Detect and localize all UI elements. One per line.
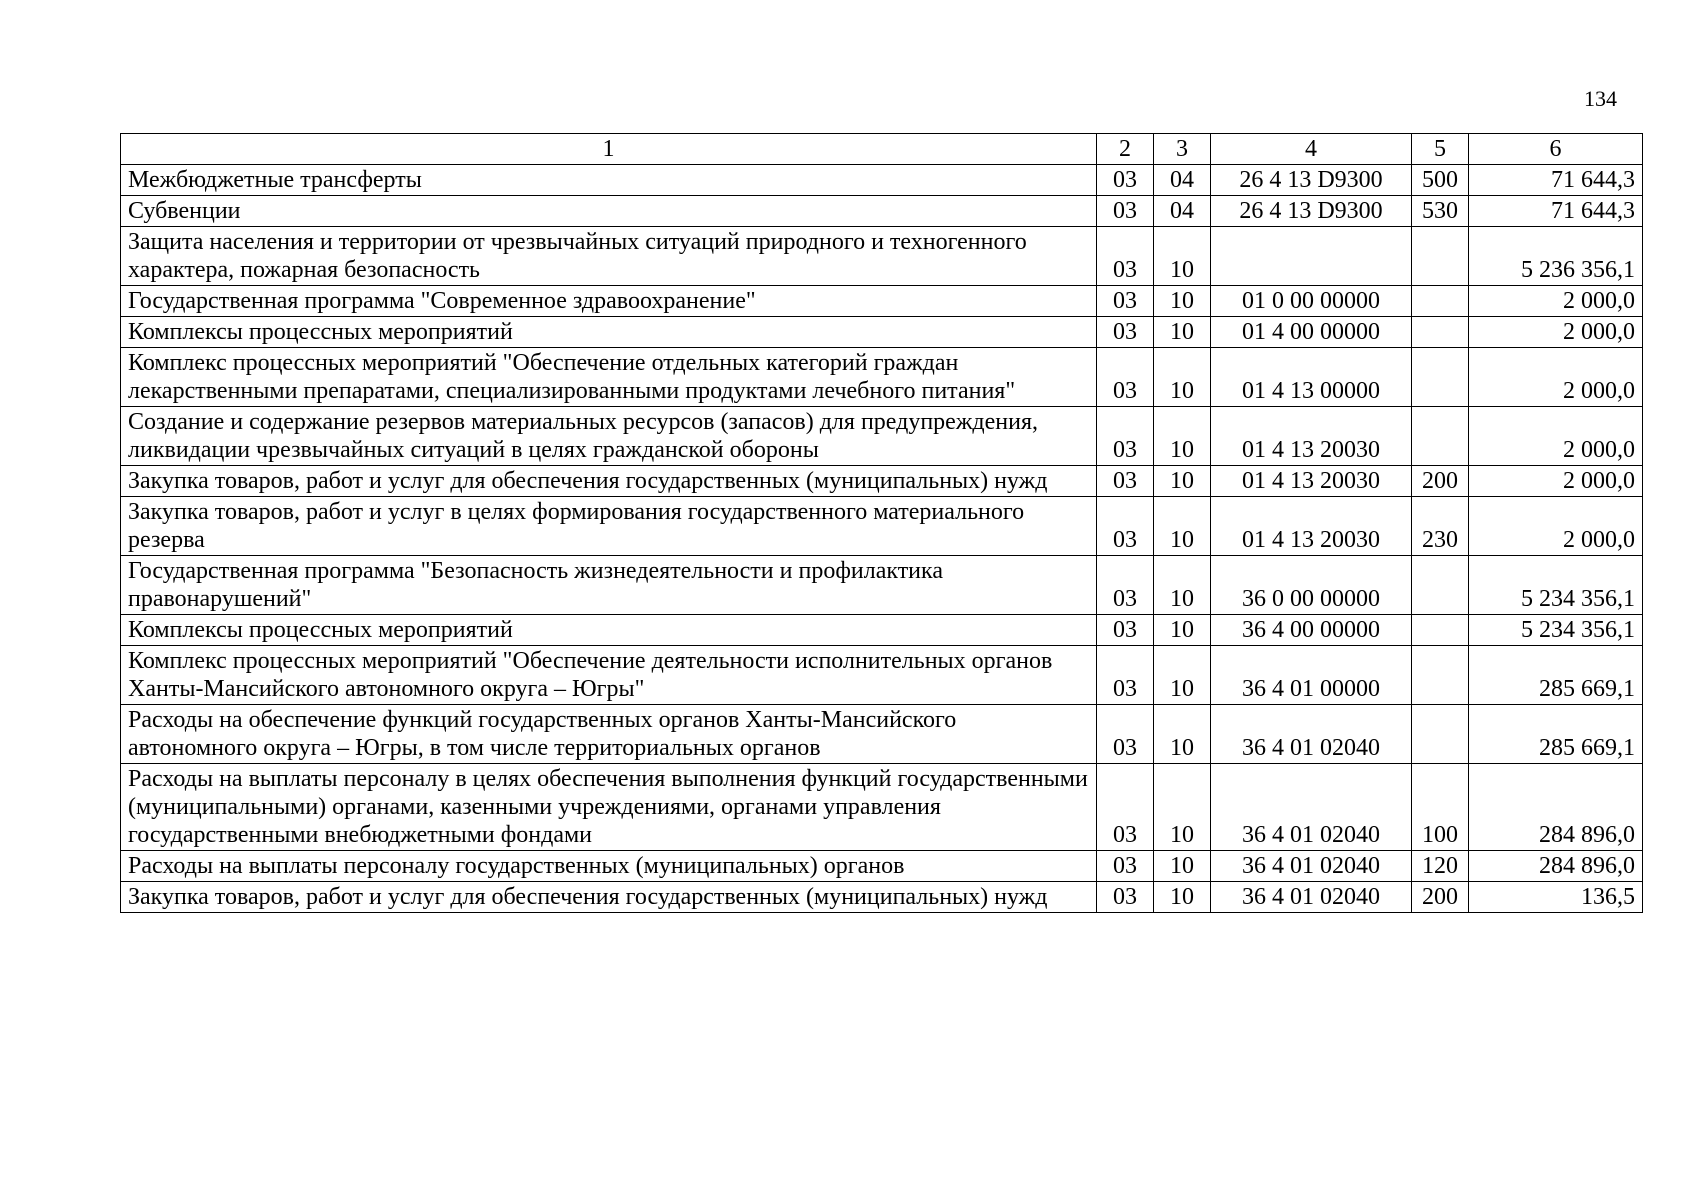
row-subsection-cell: 10 (1154, 882, 1211, 913)
row-subsection-cell: 10 (1154, 286, 1211, 317)
row-section-cell: 03 (1097, 317, 1154, 348)
table-row (121, 764, 1643, 851)
row-expense-type-cell (1412, 556, 1469, 615)
row-name-cell: Закупка товаров, работ и услуг в целях формирования государственного материального резерва (121, 497, 1097, 556)
row-name-cell: Комплекс процессных мероприятий "Обеспечение деятельности исполнительных органов Ханты-Мансийского автономного округа – Югры" (121, 646, 1097, 705)
row-subsection-cell: 10 (1154, 556, 1211, 615)
table-row (121, 615, 1643, 646)
table-row (121, 556, 1643, 615)
row-target-article-cell: 36 4 00 00000 (1211, 615, 1412, 646)
row-name-cell: Закупка товаров, работ и услуг для обеспечения государственных (муниципальных) нужд (121, 882, 1097, 913)
row-section-cell: 03 (1097, 764, 1154, 851)
row-expense-type-cell (1412, 348, 1469, 407)
row-target-article-cell: 01 4 13 20030 (1211, 407, 1412, 466)
row-section-cell: 03 (1097, 646, 1154, 705)
row-target-article-cell: 36 4 01 00000 (1211, 646, 1412, 705)
table-body (121, 165, 1643, 913)
header-cell-5: 5 (1412, 134, 1469, 165)
row-amount-cell: 5 234 356,1 (1469, 615, 1643, 646)
row-name-cell: Комплексы процессных мероприятий (121, 615, 1097, 646)
table-row (121, 196, 1643, 227)
row-target-article-cell (1211, 227, 1412, 286)
header-row (121, 134, 1643, 165)
row-amount-cell: 5 234 356,1 (1469, 556, 1643, 615)
row-amount-cell: 2 000,0 (1469, 348, 1643, 407)
row-subsection-cell: 04 (1154, 196, 1211, 227)
table-row (121, 348, 1643, 407)
row-section-cell: 03 (1097, 196, 1154, 227)
row-section-cell: 03 (1097, 165, 1154, 196)
row-target-article-cell: 01 0 00 00000 (1211, 286, 1412, 317)
row-amount-cell: 284 896,0 (1469, 764, 1643, 851)
row-expense-type-cell: 120 (1412, 851, 1469, 882)
budget-table (120, 133, 1643, 913)
row-expense-type-cell: 530 (1412, 196, 1469, 227)
row-subsection-cell: 10 (1154, 646, 1211, 705)
row-expense-type-cell (1412, 317, 1469, 348)
row-subsection-cell: 10 (1154, 227, 1211, 286)
row-section-cell: 03 (1097, 851, 1154, 882)
row-section-cell: 03 (1097, 227, 1154, 286)
row-target-article-cell: 36 0 00 00000 (1211, 556, 1412, 615)
row-target-article-cell: 01 4 00 00000 (1211, 317, 1412, 348)
row-subsection-cell: 10 (1154, 615, 1211, 646)
row-name-cell: Закупка товаров, работ и услуг для обеспечения государственных (муниципальных) нужд (121, 466, 1097, 497)
row-amount-cell: 2 000,0 (1469, 317, 1643, 348)
header-cell-4: 4 (1211, 134, 1412, 165)
row-subsection-cell: 10 (1154, 764, 1211, 851)
row-target-article-cell: 01 4 13 20030 (1211, 466, 1412, 497)
table-row (121, 851, 1643, 882)
row-expense-type-cell: 500 (1412, 165, 1469, 196)
row-section-cell: 03 (1097, 882, 1154, 913)
header-cell-2: 2 (1097, 134, 1154, 165)
row-name-cell: Расходы на обеспечение функций государственных органов Ханты-Мансийского автономного округа – Югры, в том числе территориальных органов (121, 705, 1097, 764)
table-row (121, 882, 1643, 913)
row-amount-cell: 285 669,1 (1469, 646, 1643, 705)
header-cell-1: 1 (121, 134, 1097, 165)
row-expense-type-cell (1412, 407, 1469, 466)
table-row (121, 466, 1643, 497)
table-row (121, 497, 1643, 556)
row-amount-cell: 2 000,0 (1469, 466, 1643, 497)
table-row (121, 705, 1643, 764)
row-section-cell: 03 (1097, 466, 1154, 497)
row-expense-type-cell: 200 (1412, 466, 1469, 497)
row-section-cell: 03 (1097, 556, 1154, 615)
row-subsection-cell: 10 (1154, 497, 1211, 556)
row-amount-cell: 5 236 356,1 (1469, 227, 1643, 286)
table-row (121, 165, 1643, 196)
row-expense-type-cell: 230 (1412, 497, 1469, 556)
row-name-cell: Комплекс процессных мероприятий "Обеспечение отдельных категорий граждан лекарственными препаратами, специализированными продуктами лечебного питания" (121, 348, 1097, 407)
row-subsection-cell: 04 (1154, 165, 1211, 196)
row-target-article-cell: 36 4 01 02040 (1211, 705, 1412, 764)
page-number: 134 (1584, 86, 1617, 111)
row-subsection-cell: 10 (1154, 348, 1211, 407)
row-section-cell: 03 (1097, 407, 1154, 466)
row-name-cell: Государственная программа "Современное здравоохранение" (121, 286, 1097, 317)
table-row (121, 227, 1643, 286)
row-amount-cell: 2 000,0 (1469, 497, 1643, 556)
header-cell-6: 6 (1469, 134, 1643, 165)
header-cell-3: 3 (1154, 134, 1211, 165)
row-target-article-cell: 26 4 13 D9300 (1211, 165, 1412, 196)
row-target-article-cell: 36 4 01 02040 (1211, 764, 1412, 851)
row-name-cell: Государственная программа "Безопасность жизнедеятельности и профилактика правонарушений" (121, 556, 1097, 615)
row-name-cell: Расходы на выплаты персоналу в целях обеспечения выполнения функций государственными (муниципальными) органами, казенными учреждениями, органами управления государственными внебюджетными фондами (121, 764, 1097, 851)
row-section-cell: 03 (1097, 286, 1154, 317)
row-expense-type-cell (1412, 615, 1469, 646)
row-amount-cell: 284 896,0 (1469, 851, 1643, 882)
row-amount-cell: 285 669,1 (1469, 705, 1643, 764)
row-amount-cell: 2 000,0 (1469, 407, 1643, 466)
row-name-cell: Субвенции (121, 196, 1097, 227)
row-name-cell: Защита населения и территории от чрезвычайных ситуаций природного и техногенного характера, пожарная безопасность (121, 227, 1097, 286)
table-row (121, 646, 1643, 705)
row-amount-cell: 2 000,0 (1469, 286, 1643, 317)
row-expense-type-cell (1412, 646, 1469, 705)
row-section-cell: 03 (1097, 705, 1154, 764)
table-row (121, 317, 1643, 348)
row-expense-type-cell: 200 (1412, 882, 1469, 913)
row-subsection-cell: 10 (1154, 407, 1211, 466)
row-target-article-cell: 01 4 13 00000 (1211, 348, 1412, 407)
row-name-cell: Создание и содержание резервов материальных ресурсов (запасов) для предупреждения, ликвидации чрезвычайных ситуаций в целях гражданской обороны (121, 407, 1097, 466)
row-subsection-cell: 10 (1154, 851, 1211, 882)
row-name-cell: Расходы на выплаты персоналу государственных (муниципальных) органов (121, 851, 1097, 882)
row-section-cell: 03 (1097, 615, 1154, 646)
row-target-article-cell: 36 4 01 02040 (1211, 882, 1412, 913)
row-subsection-cell: 10 (1154, 317, 1211, 348)
row-section-cell: 03 (1097, 348, 1154, 407)
row-subsection-cell: 10 (1154, 705, 1211, 764)
row-section-cell: 03 (1097, 497, 1154, 556)
row-expense-type-cell (1412, 705, 1469, 764)
row-expense-type-cell: 100 (1412, 764, 1469, 851)
row-target-article-cell: 36 4 01 02040 (1211, 851, 1412, 882)
row-amount-cell: 136,5 (1469, 882, 1643, 913)
row-amount-cell: 71 644,3 (1469, 165, 1643, 196)
row-name-cell: Комплексы процессных мероприятий (121, 317, 1097, 348)
row-target-article-cell: 01 4 13 20030 (1211, 497, 1412, 556)
row-amount-cell: 71 644,3 (1469, 196, 1643, 227)
row-expense-type-cell (1412, 286, 1469, 317)
row-subsection-cell: 10 (1154, 466, 1211, 497)
row-name-cell: Межбюджетные трансферты (121, 165, 1097, 196)
row-target-article-cell: 26 4 13 D9300 (1211, 196, 1412, 227)
table-row (121, 407, 1643, 466)
table-row (121, 286, 1643, 317)
row-expense-type-cell (1412, 227, 1469, 286)
